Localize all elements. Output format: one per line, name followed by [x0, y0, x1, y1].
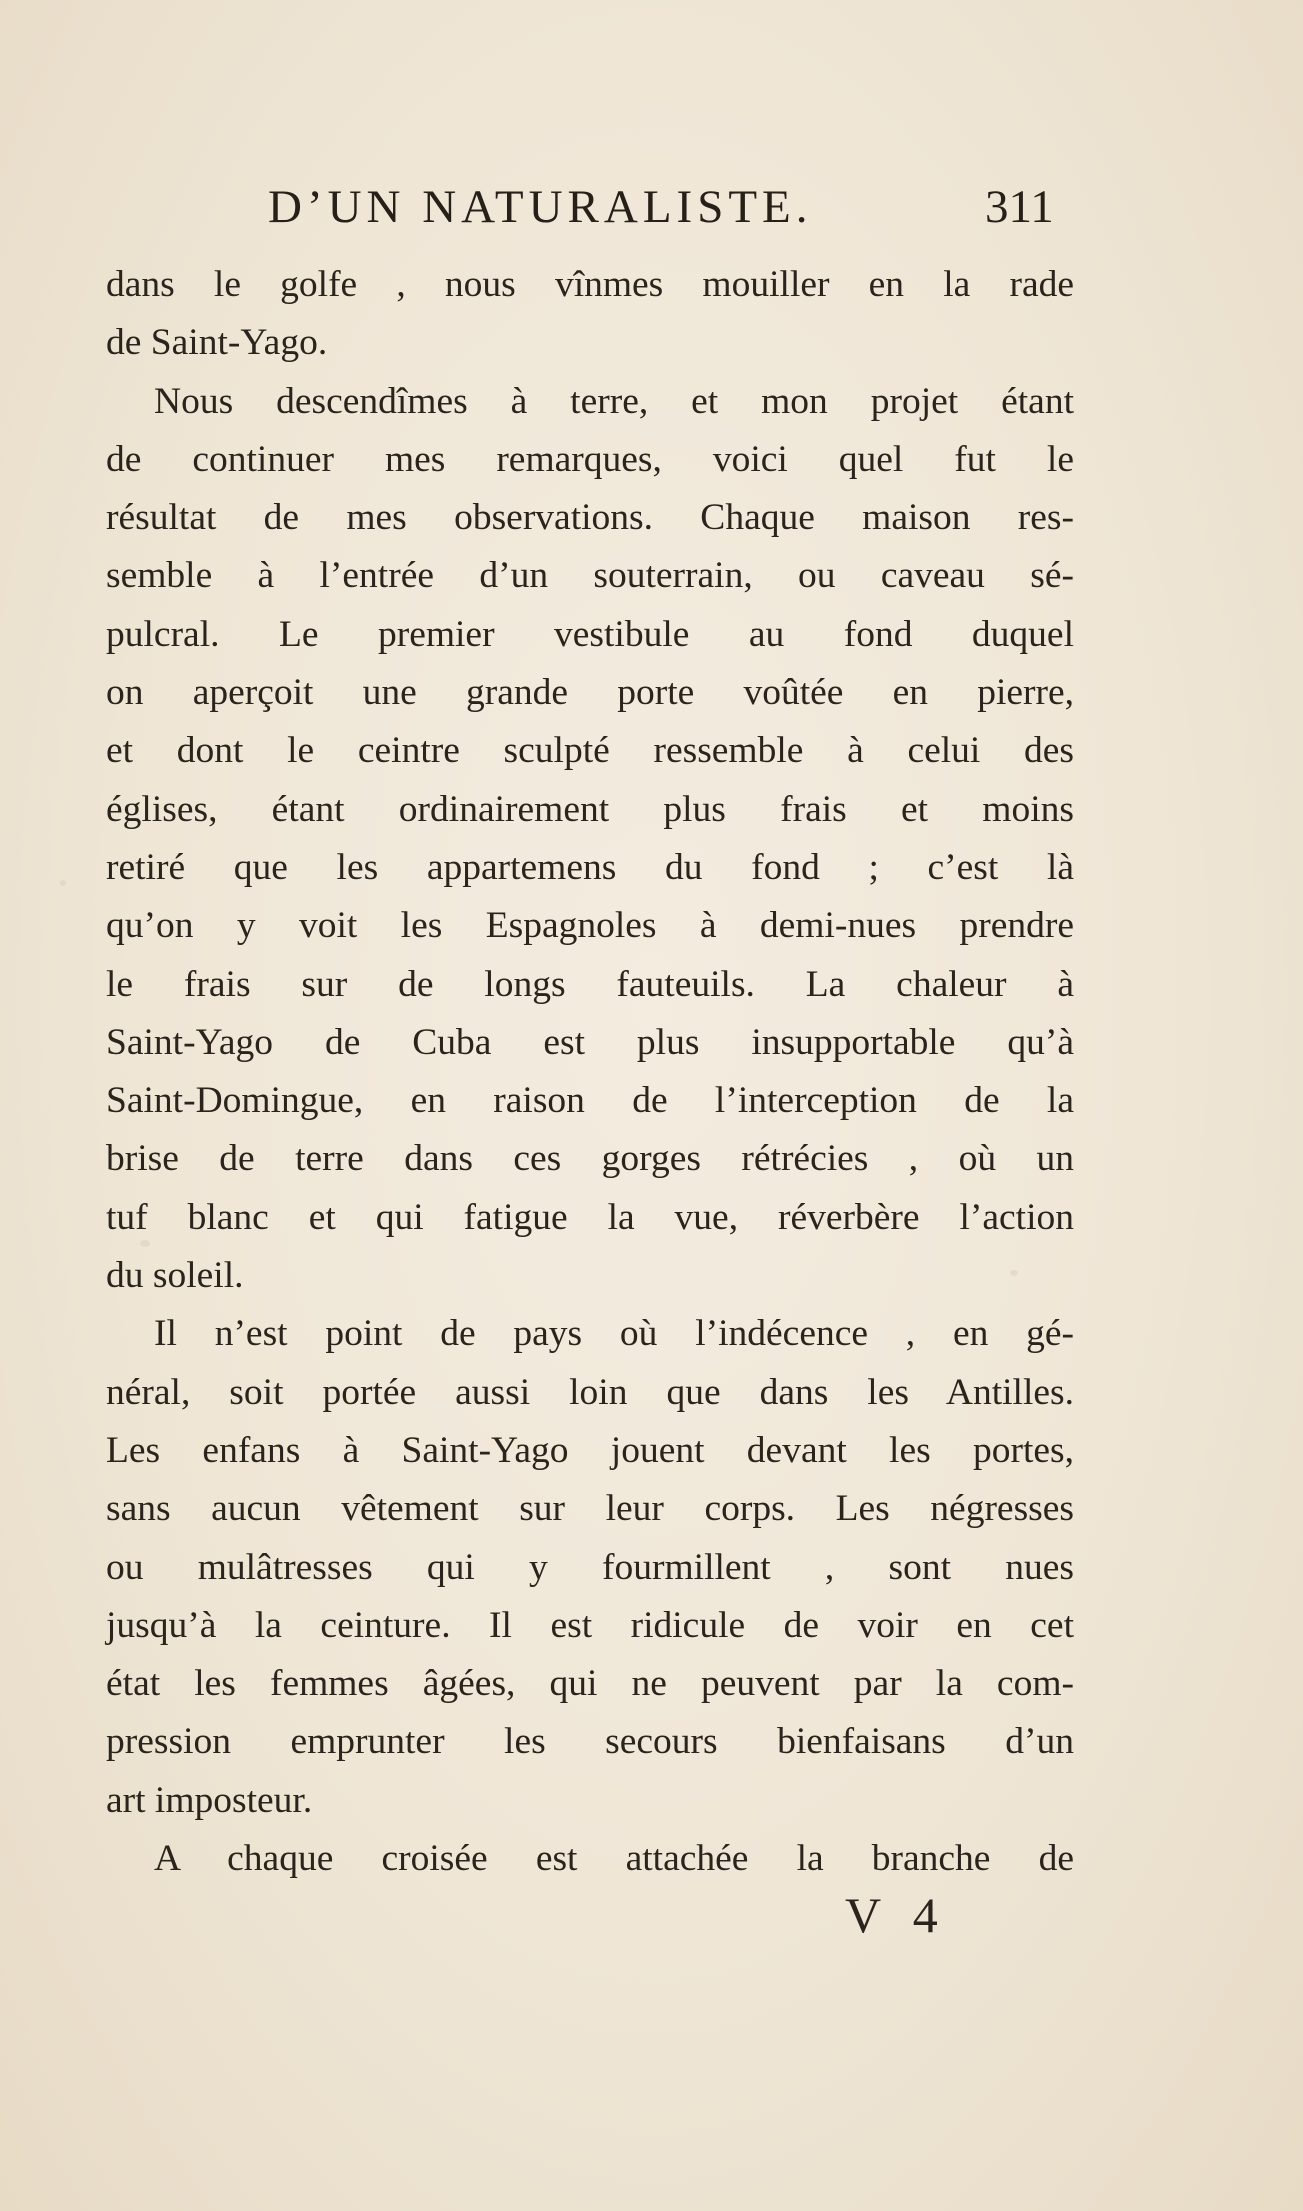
paper-spot — [60, 880, 66, 886]
text-line: tuf blanc et qui fatigue la vue, réverbère l’action — [106, 1196, 1074, 1238]
text-line: dans le golfe , nous vînmes mouiller en la rade — [106, 264, 1074, 305]
text-line: de continuer mes remarques, voici quel fut le — [106, 438, 1074, 480]
text-line: état les femmes âgées, qui ne peuvent par la com- — [106, 1663, 1074, 1705]
text-line: ou mulâtresses qui y fourmillent , sont nues — [106, 1546, 1074, 1588]
text-line: jusqu’à la ceinture. Il est ridicule de voir en cet — [106, 1604, 1074, 1646]
text-line: pression emprunter les secours bienfaisans d’un — [106, 1721, 1074, 1763]
text-line: néral, soit portée aussi loin que dans les Antilles. — [106, 1371, 1074, 1413]
text-line: A chaque croisée est attachée la branche de — [154, 1838, 1074, 1880]
text-line: pulcral. Le premier vestibule au fond duquel — [106, 613, 1074, 655]
body-text — [106, 256, 1074, 1888]
text-line: qu’on y voit les Espagnoles à demi-nues prendre — [106, 905, 1074, 947]
text-line: de Saint-Yago. — [106, 322, 328, 364]
text-line: retiré que les appartemens du fond ; c’est là — [106, 846, 1074, 888]
text-line: on aperçoit une grande porte voûtée en pierre, — [106, 672, 1074, 714]
text-line: Saint-Yago de Cuba est plus insupportable qu’à — [106, 1021, 1074, 1063]
text-line: brise de terre dans ces gorges rétrécies , où un — [106, 1138, 1074, 1180]
text-line: sans aucun vêtement sur leur corps. Les négresses — [106, 1488, 1074, 1530]
text-line: Nous descendîmes à terre, et mon projet étant — [154, 380, 1074, 422]
text-line: Saint-Domingue, en raison de l’interception de la — [106, 1080, 1074, 1122]
text-line: églises, étant ordinairement plus frais et moins — [106, 788, 1074, 830]
signature-mark: V 4 — [845, 1887, 948, 1943]
running-title: D’UN NATURALISTE. — [268, 181, 813, 233]
text-line: le frais sur de longs fauteuils. La chaleur à — [106, 963, 1074, 1005]
text-line: Les enfans à Saint-Yago jouent devant les portes, — [106, 1429, 1074, 1471]
text-line: et dont le ceintre sculpté ressemble à celui des — [106, 730, 1074, 772]
text-line: art imposteur. — [106, 1779, 313, 1821]
text-line: Il n’est point de pays où l’indécence , en gé- — [154, 1313, 1074, 1355]
text-line: semble à l’entrée d’un souterrain, ou caveau sé- — [106, 555, 1074, 597]
page-header — [0, 180, 1303, 250]
text-line: résultat de mes observations. Chaque maison res- — [106, 497, 1074, 539]
page-number: 311 — [985, 181, 1054, 233]
text-line: du soleil. — [106, 1255, 244, 1297]
